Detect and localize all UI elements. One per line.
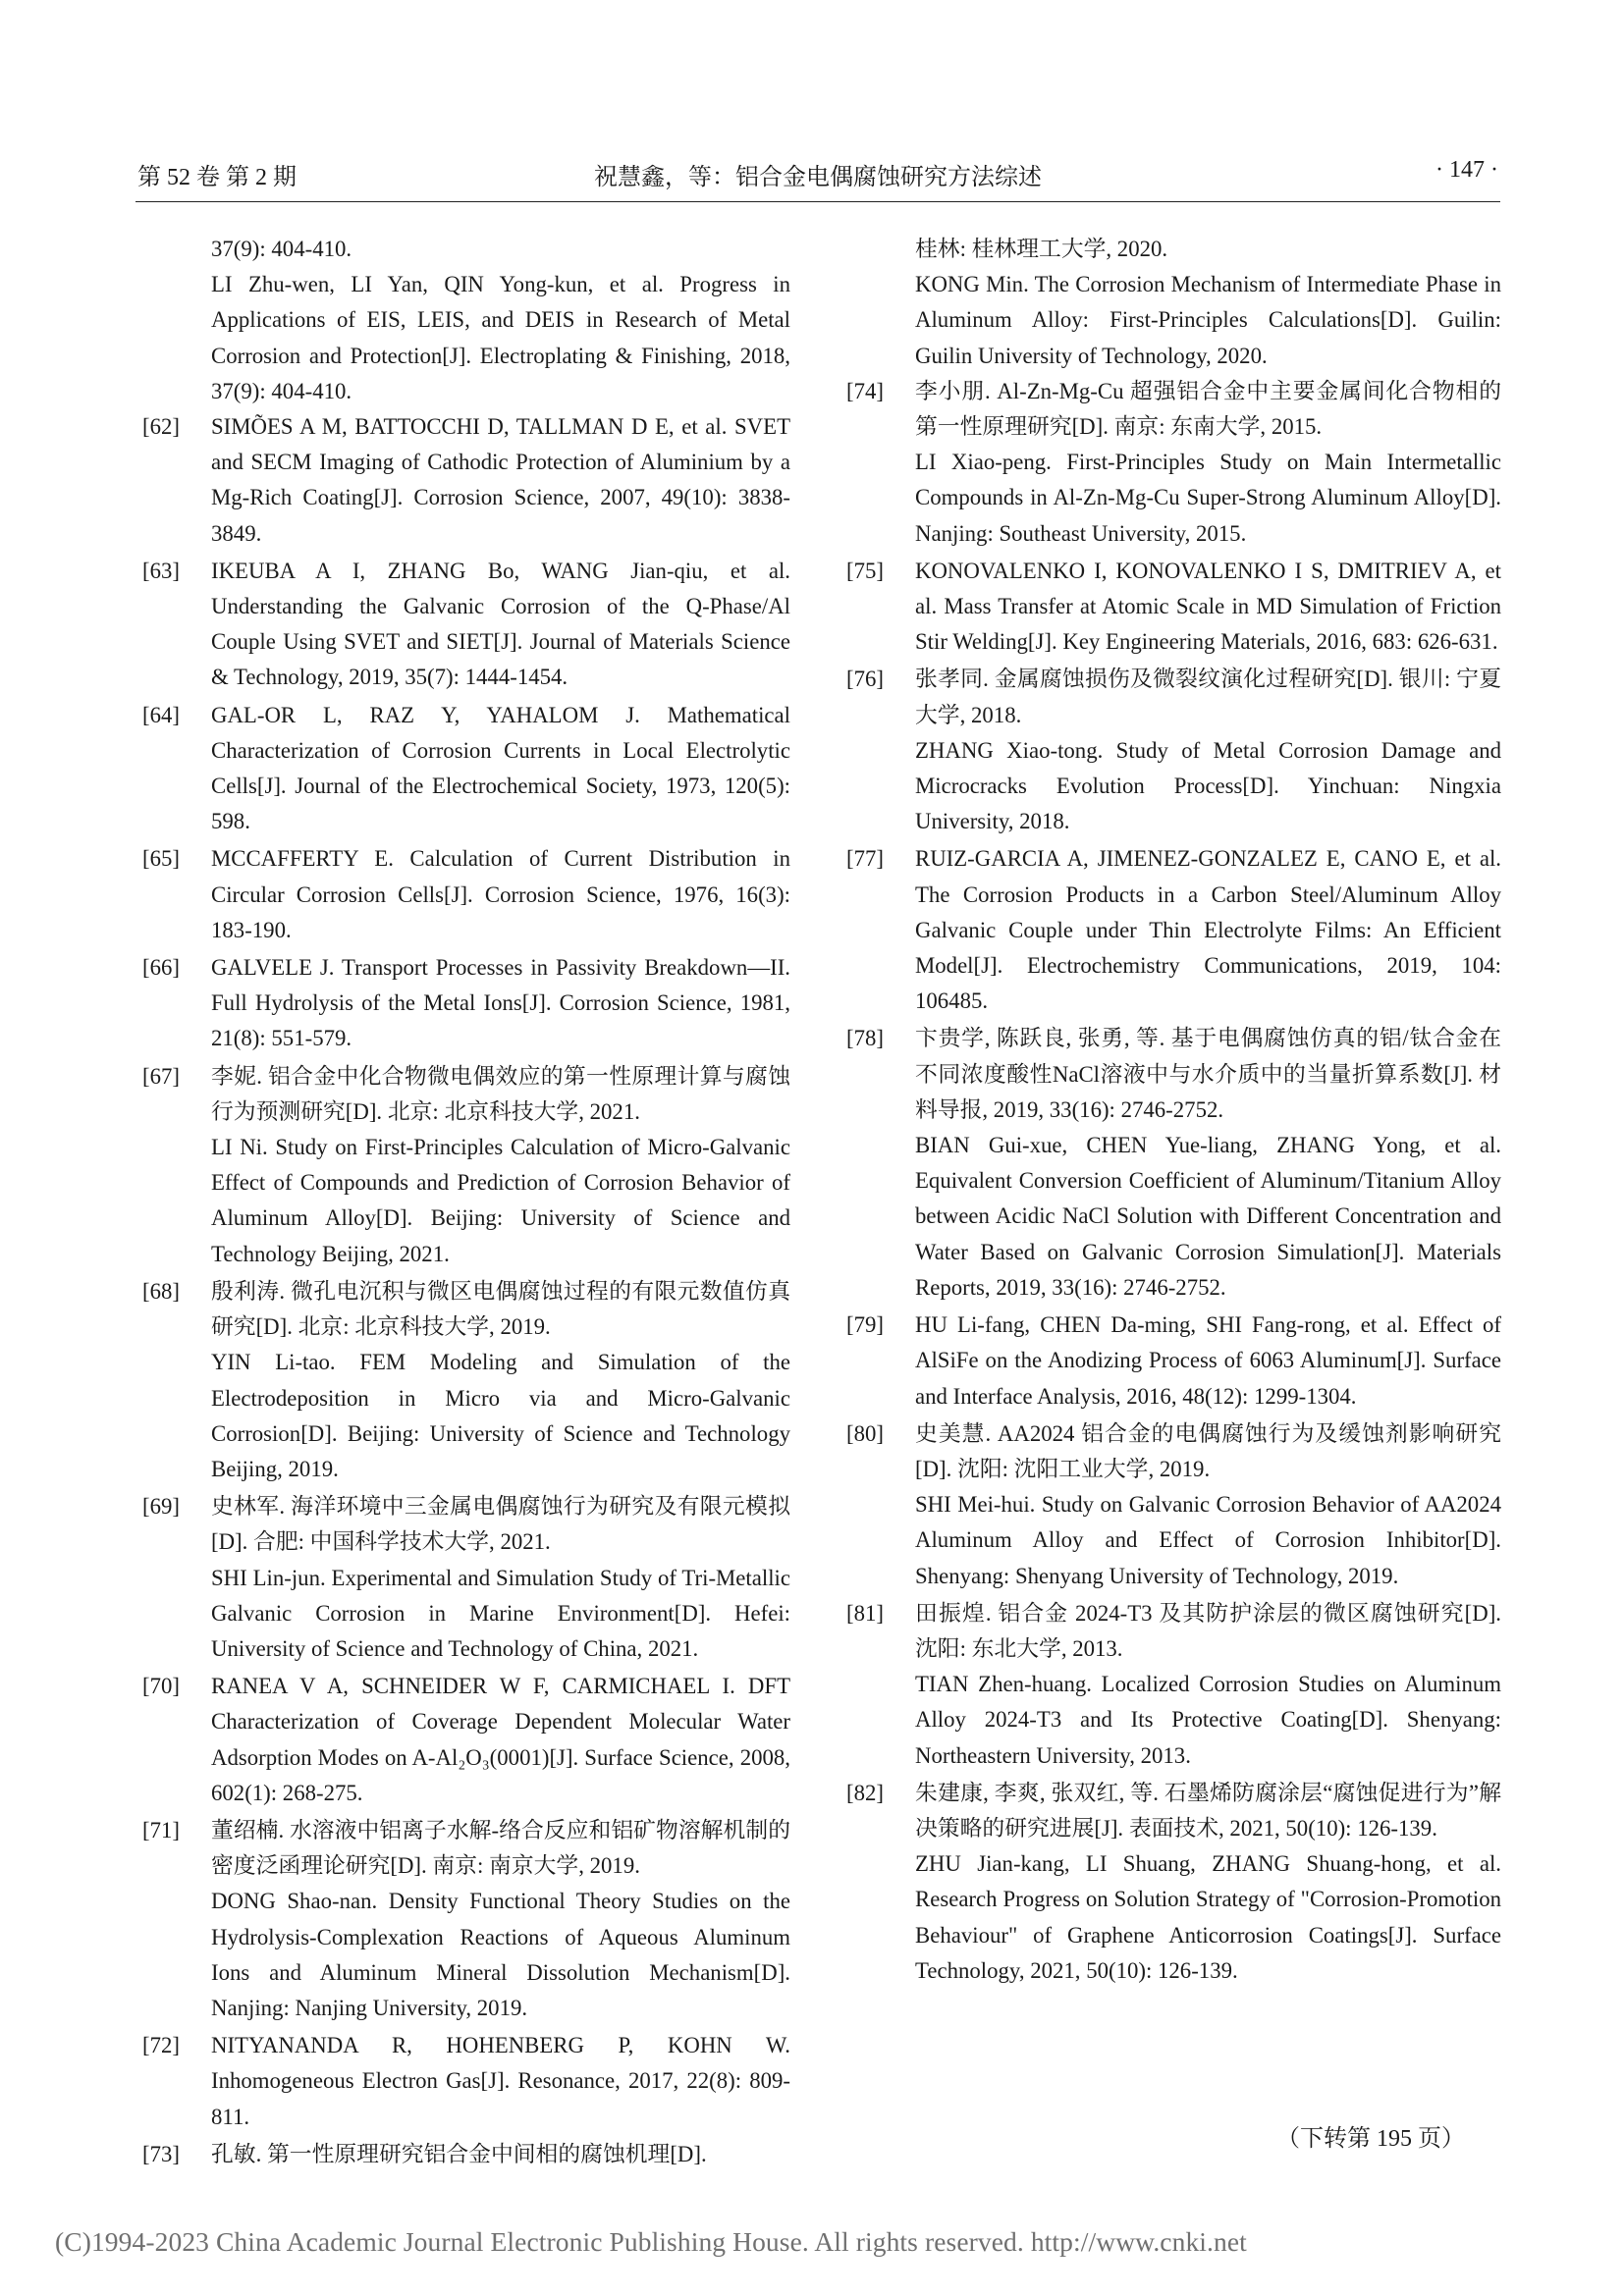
reference-text: 张孝同. 金属腐蚀损伤及微裂纹演化过程研究[D]. 银川: 宁夏大学, 2018. bbox=[915, 667, 1501, 727]
reference-number: [68] bbox=[142, 1278, 180, 1304]
reference-text: 李小朋. Al-Zn-Mg-Cu 超强铝合金中主要金属间化合物相的第一性原理研究[D]. 南京: 东南大学, 2015. bbox=[915, 378, 1501, 440]
reference-item bbox=[846, 554, 1501, 661]
reference-text: SHI Mei-hui. Study on Galvanic Corrosion Behavior of AA2024 Aluminum Alloy and Effect of Corrosion Inhibitor[D]. Shenyang: Shenyang University of Technology, 2019. bbox=[915, 1492, 1501, 1588]
reference-text: 史美慧. AA2024 铝合金的电偶腐蚀行为及缓蚀剂影响研究[D]. 沈阳: 沈阳工业大学, 2019. bbox=[915, 1420, 1501, 1481]
reference-item bbox=[846, 1416, 1501, 1594]
reference-text: LI Ni. Study on First-Principles Calculation of Micro-Galvanic Effect of Compounds and Prediction of Corrosion Behavior of Aluminum Alloy[D]. Beijing: University of Science and Technology Beijing, 2021. bbox=[211, 1135, 790, 1266]
running-title: 祝慧鑫，等：铝合金电偶腐蚀研究方法综述 bbox=[594, 165, 1042, 190]
reference-number: [66] bbox=[142, 955, 180, 981]
reference-text: 史林军. 海洋环境中三金属电偶腐蚀行为研究及有限元模拟[D]. 合肥: 中国科学技术大学, 2021. bbox=[211, 1494, 790, 1555]
reference-text: 桂林: 桂林理工大学, 2020. bbox=[915, 237, 1168, 261]
continued-note: （下转第 195 页） bbox=[1276, 2126, 1465, 2152]
reference-text: BIAN Gui-xue, CHEN Yue-liang, ZHANG Yong, et al. Equivalent Conversion Coefficient of Aluminum/Titanium Alloy between Acidic NaCl Solution with Different Concentration and Water Based on Galvanic Corrosion Simulation[J]. Materials Reports, 2019, 33(16): 2746-2752. bbox=[915, 1133, 1501, 1300]
reference-item bbox=[142, 2137, 790, 2172]
reference-text: 殷利涛. 微孔电沉积与微区电偶腐蚀过程的有限元数值仿真研究[D]. 北京: 北京科技大学, 2019. bbox=[211, 1278, 790, 1340]
reference-item bbox=[846, 374, 1501, 552]
reference-item bbox=[846, 1308, 1501, 1415]
running-header bbox=[137, 157, 1498, 194]
reference-text: MCCAFFERTY E. Calculation of Current Distribution in Circular Corrosion Cells[J]. Corrosion Science, 1976, 16(3): 183-190. bbox=[211, 846, 790, 942]
header-rule bbox=[135, 201, 1500, 202]
left-column bbox=[142, 232, 790, 2174]
reference-number: [81] bbox=[846, 1600, 884, 1626]
copyright-footer: (C)1994-2023 China Academic Journal Electronic Publishing House. All rights reserved. http://www.cnki.net bbox=[55, 2226, 1247, 2257]
reference-number: [76] bbox=[846, 667, 884, 692]
reference-text: 董绍楠. 水溶液中铝离子水解-络合反应和铝矿物溶解机制的密度泛函理论研究[D]. 南京: 南京大学, 2019. bbox=[211, 1817, 790, 1879]
reference-text: IKEUBA A I, ZHANG Bo, WANG Jian-qiu, et al. Understanding the Galvanic Corrosion of the Q-Phase/Al Couple Using SVET and SIET[J]. Journal of Materials Science & Technology, 2019, 35(7): 1444-1454. bbox=[211, 558, 790, 690]
reference-item bbox=[846, 1596, 1501, 1774]
reference-text: SIMÕES A M, BATTOCCHI D, TALLMAN D E, et al. SVET and SECM Imaging of Cathodic Protection of Aluminium by a Mg-Rich Coating[J]. Corrosion Science, 2007, 49(10): 3838-3849. bbox=[211, 414, 790, 546]
reference-text: GALVELE J. Transport Processes in Passivity Breakdown—II. Full Hydrolysis of the Metal Ions[J]. Corrosion Science, 1981, 21(8): 551-579. bbox=[211, 955, 790, 1051]
reference-text: GAL-OR L, RAZ Y, YAHALOM J. Mathematical Characterization of Corrosion Currents in Local Electrolytic Cells[J]. Journal of the Electrochemical Society, 1973, 120(5): 598. bbox=[211, 702, 790, 834]
reference-text: RANEA V A, SCHNEIDER W F, CARMICHAEL I. DFT Characterization of Coverage Dependent Molecular Water Adsorption Modes on A-Al₂O₃(0001)[J]. Surface Science, 2008, 602(1): 268-275. bbox=[211, 1674, 790, 1805]
reference-number: [70] bbox=[142, 1674, 180, 1699]
reference-number: [62] bbox=[142, 414, 180, 440]
right-column bbox=[846, 232, 1501, 1991]
reference-number: [71] bbox=[142, 1817, 180, 1842]
reference-number: [79] bbox=[846, 1312, 884, 1338]
reference-number: [74] bbox=[846, 378, 884, 403]
reference-number: [78] bbox=[846, 1026, 884, 1051]
reference-item bbox=[142, 950, 790, 1057]
reference-number: [72] bbox=[142, 2033, 180, 2058]
reference-text: TIAN Zhen-huang. Localized Corrosion Studies on Aluminum Alloy 2024-T3 and Its Protective Coating[D]. Shenyang: Northeastern University, 2013. bbox=[915, 1672, 1501, 1768]
reference-continuation bbox=[142, 232, 790, 409]
reference-item bbox=[142, 409, 790, 552]
reference-item bbox=[142, 2028, 790, 2135]
reference-item bbox=[846, 1021, 1501, 1306]
reference-text: LI Zhu-wen, LI Yan, QIN Yong-kun, et al. Progress in Applications of EIS, LEIS, and DEIS in Research of Metal Corrosion and Protection[J]. Electroplating & Finishing, 2018, 37(9): 404-410. bbox=[211, 272, 790, 403]
reference-number: [80] bbox=[846, 1420, 884, 1446]
reference-item bbox=[142, 1669, 790, 1811]
reference-item bbox=[846, 1776, 1501, 1989]
reference-item bbox=[142, 1059, 790, 1272]
reference-text: 田振煌. 铝合金 2024-T3 及其防护涂层的微区腐蚀研究[D]. 沈阳: 东北大学, 2013. bbox=[915, 1600, 1501, 1661]
reference-item bbox=[142, 1813, 790, 2026]
reference-number: [69] bbox=[142, 1494, 180, 1520]
reference-continuation bbox=[846, 232, 1501, 374]
reference-item bbox=[142, 1489, 790, 1667]
volume-issue: 第 52 卷 第 2 期 bbox=[137, 165, 297, 190]
reference-item bbox=[846, 662, 1501, 839]
reference-text: YIN Li-tao. FEM Modeling and Simulation of the Electrodeposition in Micro via and Micro-Galvanic Corrosion[D]. Beijing: University of Science and Technology Beijing, 2019. bbox=[211, 1350, 790, 1481]
reference-text: RUIZ-GARCIA A, JIMENEZ-GONZALEZ E, CANO E, et al. The Corrosion Products in a Carbon Steel/Aluminum Alloy Galvanic Couple under Thin Electrolyte Films: An Efficient Model[J]. Electrochemistry Communications, 2019, 104: 106485. bbox=[915, 846, 1501, 1014]
reference-number: [63] bbox=[142, 558, 180, 583]
reference-text: SHI Lin-jun. Experimental and Simulation Study of Tri-Metallic Galvanic Corrosion in Marine Environment[D]. Hefei: University of Science and Technology of China, 2021. bbox=[211, 1565, 790, 1661]
reference-number: [82] bbox=[846, 1780, 884, 1805]
reference-text: KONG Min. The Corrosion Mechanism of Intermediate Phase in Aluminum Alloy: First-Principles Calculations[D]. Guilin: Guilin University of Technology, 2020. bbox=[915, 272, 1501, 368]
reference-number: [67] bbox=[142, 1063, 180, 1089]
reference-text: DONG Shao-nan. Density Functional Theory Studies on the Hydrolysis-Complexation Reactions of Aqueous Aluminum Ions and Aluminum Mineral Dissolution Mechanism[D]. Nanjing: Nanjing University, 2019. bbox=[211, 1889, 790, 2020]
reference-number: [65] bbox=[142, 846, 180, 872]
reference-text: LI Xiao-peng. First-Principles Study on Main Intermetallic Compounds in Al-Zn-Mg-Cu Super-Strong Aluminum Alloy[D]. Nanjing: Southeast University, 2015. bbox=[915, 450, 1501, 546]
reference-text: 37(9): 404-410. bbox=[211, 237, 352, 261]
reference-item bbox=[142, 1274, 790, 1487]
reference-number: [75] bbox=[846, 558, 884, 583]
reference-text: 卞贵学, 陈跃良, 张勇, 等. 基于电偶腐蚀仿真的铝/钛合金在不同浓度酸性NaCl溶液中与水介质中的当量折算系数[J]. 材料导报, 2019, 33(16): 2746-2752. bbox=[915, 1026, 1501, 1122]
page-number: · 147 · bbox=[1435, 157, 1498, 183]
reference-text: ZHANG Xiao-tong. Study of Metal Corrosion Damage and Microcracks Evolution Process[D]. Yinchuan: Ningxia University, 2018. bbox=[915, 737, 1501, 834]
reference-item bbox=[846, 841, 1501, 1019]
reference-text: ZHU Jian-kang, LI Shuang, ZHANG Shuang-hong, et al. Research Progress on Solution Strategy of "Corrosion-Promotion Behaviour" of Graphene Anticorrosion Coatings[J]. Surface Technology, 2021, 50(10): 126-139. bbox=[915, 1851, 1501, 1983]
reference-item bbox=[142, 698, 790, 840]
reference-text: KONOVALENKO I, KONOVALENKO I S, DMITRIEV A, et al. Mass Transfer at Atomic Scale in MD Simulation of Friction Stir Welding[J]. Key Engineering Materials, 2016, 683: 626-631. bbox=[915, 558, 1501, 655]
reference-text: 李妮. 铝合金中化合物微电偶效应的第一性原理计算与腐蚀行为预测研究[D]. 北京: 北京科技大学, 2021. bbox=[211, 1063, 790, 1124]
reference-text: HU Li-fang, CHEN Da-ming, SHI Fang-rong, et al. Effect of AlSiFe on the Anodizing Process of 6063 Aluminum[J]. Surface and Interface Analysis, 2016, 48(12): 1299-1304. bbox=[915, 1312, 1501, 1409]
reference-text: 孔敏. 第一性原理研究铝合金中间相的腐蚀机理[D]. bbox=[211, 2141, 707, 2166]
reference-item bbox=[142, 554, 790, 696]
reference-text: NITYANANDA R, HOHENBERG P, KOHN W. Inhomogeneous Electron Gas[J]. Resonance, 2017, 22(8): 809-811. bbox=[211, 2033, 790, 2129]
reference-item bbox=[142, 841, 790, 948]
reference-number: [64] bbox=[142, 702, 180, 727]
reference-number: [73] bbox=[142, 2141, 180, 2166]
reference-number: [77] bbox=[846, 846, 884, 872]
reference-text: 朱建康, 李爽, 张双红, 等. 石墨烯防腐涂层“腐蚀促进行为”解决策略的研究进展[J]. 表面技术, 2021, 50(10): 126-139. bbox=[915, 1780, 1501, 1841]
